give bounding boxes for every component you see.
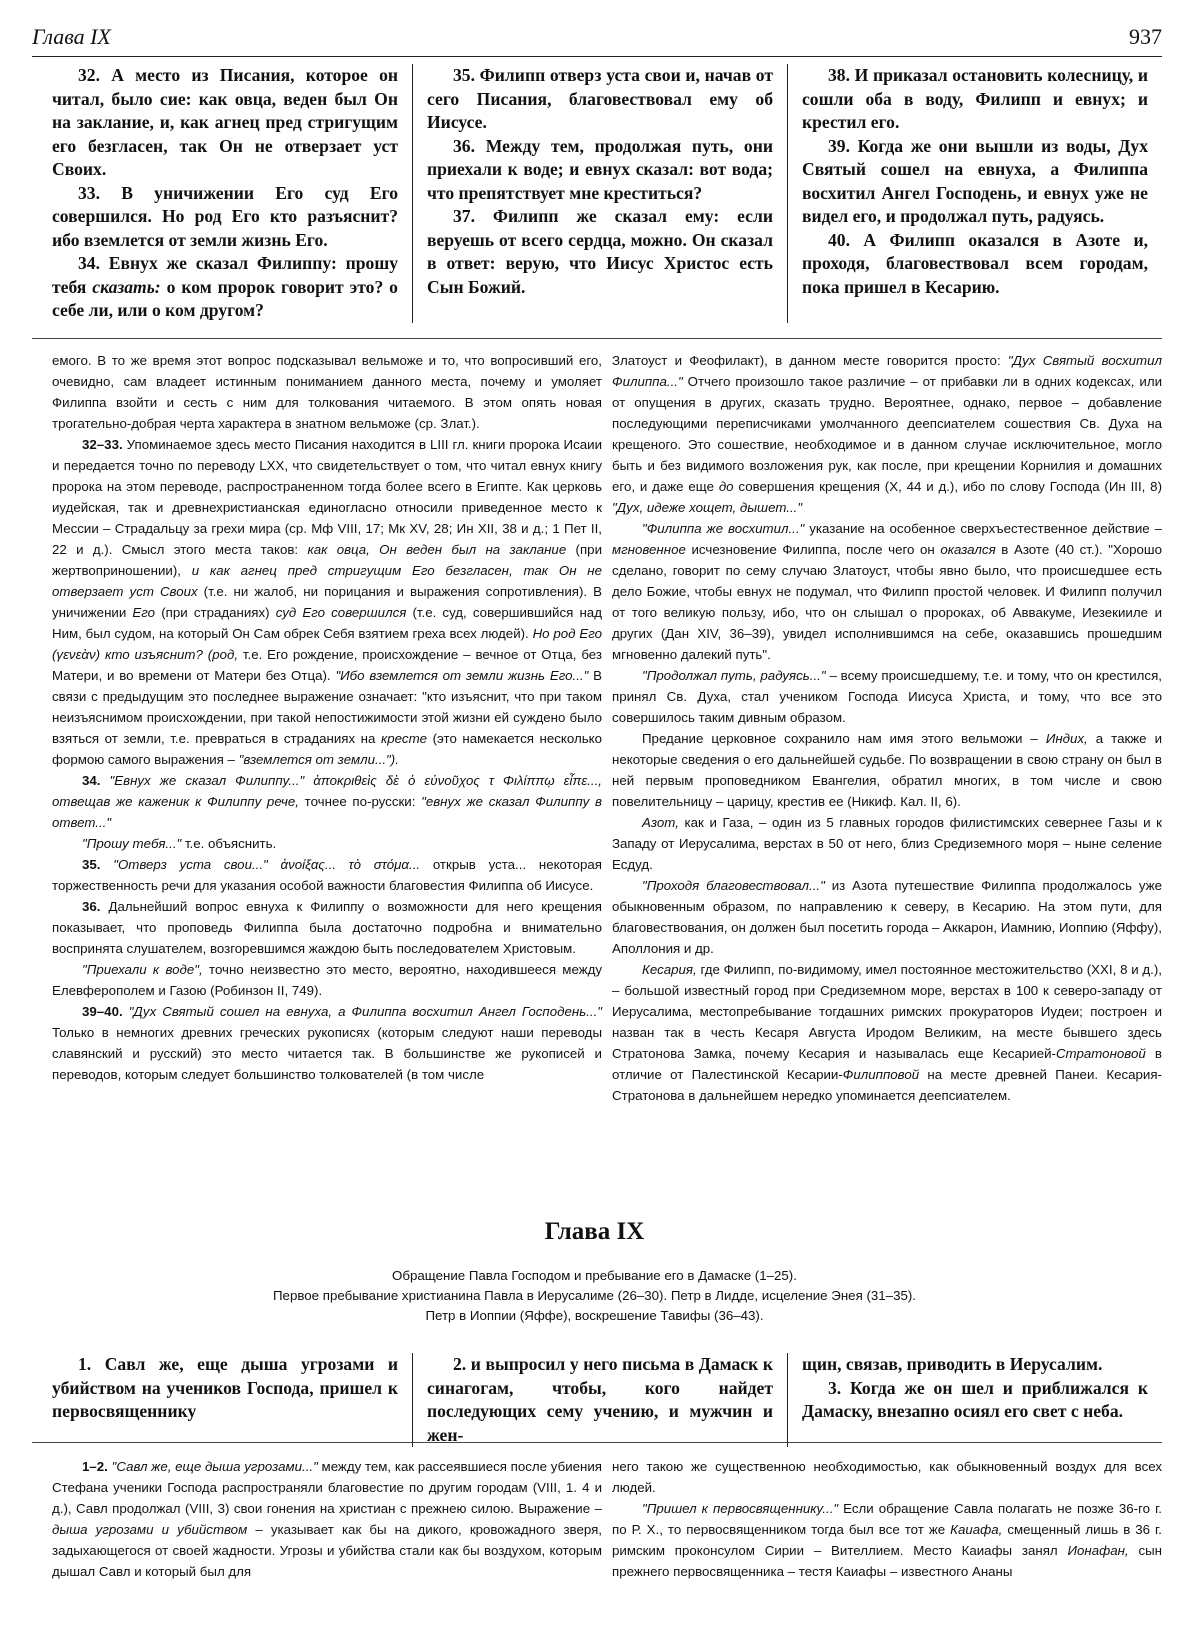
commentary-paragraph: 34. "Евнух же сказал Филиппу..." ἀποκριθεὶς δὲ ὁ εὐνοῦχος τ Φιλίππῳ εἶπε..., отвещав же каженик к Филиппу рече, точнее по-русски: "евнух же сказал Филиппу в ответ..." [52, 773, 602, 830]
commentary-top-left [52, 350, 602, 1106]
commentary-paragraph: 35. "Отверз уста свои..." ἀνοίξας... τὸ στόμα... открыв уста... некоторая торжественность речи для указания особой важности благовестия Филиппа об Иисусе. [52, 857, 602, 893]
verses-top-col3 [787, 64, 1162, 323]
commentary-paragraph: "Проходя благовествовал..." из Азота путешествие Филиппа продолжалось уже обыкновенным образом, по направлению к северу, в Кесарию. На этом пути, для благовествования, он должен был посетить города – Аккарон, Иамнию, Иоппию (Яффу), Аполлония и др. [612, 878, 1162, 956]
verses-bottom-col3 [787, 1353, 1162, 1447]
commentary-paragraph: 39–40. "Дух Святый сошел на евнуха, а Филиппа восхитил Ангел Господень..." Только в немногих древних греческих рукописях (которым следуют наши переводы славянский и русский) это место читается так. В большинстве же рукописей и переводов, которым следует большинство толкователей (в том числе [52, 1004, 602, 1082]
commentary-paragraph: 36. Дальнейший вопрос евнуха к Филиппу о возможности для него крещения показывает, что проповедь Филиппа была достаточно подробна и внимательно воспринята слушателем, возгоревшимся жаждою быть последователем Христовым. [52, 899, 602, 956]
summary-line: Первое пребывание христианина Павла в Иерусалиме (26–30). Петр в Лидде, исцеление Энея (31–35). [273, 1288, 916, 1303]
commentary-bottom [32, 1456, 1162, 1582]
commentary-paragraph: Златоуст и Феофилакт), в данном месте говорится просто: "Дух Святый восхитил Филиппа..." Отчего произошло такое различие – от прибавки ли в одних кодексах, или от опущения в других, сказать трудно. Вероятнее, однако, первое – добавление последующими переписчиками умолчанного деепсиателем сошествия Св. Духа на крещеного. Это сошествие, необходимое и в данном случае исключительное, могло быть и без видимого возложения рук, как после, при крещении Корнилия и домашних его, и даже еще до совершения крещения (X, 44 и д.), ибо по слову Господа (Ин III, 8) "Дух, идеже хощет, дышет..." [612, 353, 1163, 515]
commentary-paragraph: "Продолжал путь, радуясь..." – всему происшедшему, т.е. и тому, что он крестился, принял Св. Духа, стал учеником Господа Иисуса Христа, и тому, что все это совершилось таким дивным образом. [612, 668, 1162, 725]
verse-36: 36. Между тем, продолжая путь, они приехали к воде; и евнух сказал: вот вода; что препятствует мне креститься? [427, 135, 773, 203]
commentary-paragraph: емого. В то же время этот вопрос подсказывал вельможе и то, что вопросивший его, очевидно, сам владеет истинным пониманием данного места, почему и умоляет Филиппа взойти и сесть с ним для толкования читаемого. В этом опять новая трогательно-добрая черта характера в знатном вельможе (ср. Злат.). [52, 353, 602, 431]
verse-39: 39. Когда же они вышли из воды, Дух Святый сошел на евнуха, а Филиппа восхитил Ангел Господень, и евнух уже не видел его, и продолжал путь, радуясь. [802, 135, 1148, 226]
commentary-paragraph: 1–2. "Савл же, еще дыша угрозами..." между тем, как рассеявшиеся после убиения Стефана ученики Господа распространяли благовестие по другим городам (VIII, 1. 4 и д.), Савл продолжал (VIII, 3) свои гонения на христиан с прежнею силою. Выражение – дыша угрозами и убийством – указывает как бы на дикого, кровожадного зверя, задыхающегося от своей жадности. Угрозы и убийства стали как бы воздухом, которым дышал Савл и который был для [52, 1459, 602, 1579]
page-number: 937 [1129, 24, 1162, 49]
page-header [32, 22, 1162, 57]
summary-line: Обращение Павла Господом и пребывание его в Дамаске (1–25). [392, 1268, 797, 1283]
commentary-paragraph: "Пришел к первосвященнику..." Если обращение Савла полагать не позже 36-го г. по Р. Х., то первосвященником тогда был все тот же Каиафа, смещенный лишь в 36 г. римским проконсулом Сирии – Вителлием. Место Каиафы занял Ионафан, сын прежнего первосвященника – тестя Каиафы – известного Ананы [612, 1501, 1162, 1579]
commentary-top-right [612, 350, 1162, 1106]
verses-bottom-col2 [412, 1353, 787, 1447]
verses-bottom [32, 1353, 1162, 1447]
commentary-paragraph: "Прошу тебя..." т.е. объяснить. [82, 836, 277, 851]
commentary-bottom-left [52, 1456, 602, 1582]
running-head-chapter: Глава IX [32, 24, 111, 49]
verse-35: 35. Филипп отверз уста свои и, начав от сего Писания, благовествовал ему об Иисусе. [427, 65, 773, 132]
verses-bottom-col1 [32, 1353, 412, 1447]
verses-top [32, 64, 1162, 323]
commentary-paragraph: 32–33. Упоминаемое здесь место Писания находится в LIII гл. книги пророка Исаии и передается точно по переводу LXX, что свидетельствует о том, что читал евнух книгу пророка на этом переводе, распространенном тогда более всего в Египте. Как церковь иудейская, так и древнехристианская единогласно относили приведенное место к Мессии – Страдальцу за грехи мира (ср. Мф VIII, 17; Мк XV, 28; Ин XII, 38 и д.; 1 Пет II, 22 и д.). Смысл этого места таков: как овца, Он веден был на заклание (при жертвоприношении), и как агнец пред стригущим Его безгласен, так Он не отверзает уст Своих (т.е. ни жалоб, ни порицания и выражения сопротивления). В уничижении Его (при страданиях) суд Его совершился (т.е. суд, совершившийся над Ним, был судом, на который Он Сам обрек Себя взятием греха всех людей). Но род Его (γενεὰν) кто изъяснит? (род, т.е. Его рождение, происхождение – вечное от Отца, без Матери, и во времени от Матери без Отца). "Ибо вземлется от земли жизнь Его..." В связи с предыдущим это последнее выражение означает: "кто изъяснит, что при таком неизъяснимом происхождении, при такой непостижимости этой жизни ей суждено было взяться от земли, т.е. превраться в страданиях на кресте (это намекается несколько формою самого выражения – "вземлется от земли..."). [52, 437, 603, 767]
commentary-paragraph: Предание церковное сохранило нам имя этого вельможи – Индих, а также и некоторые сведения о его дальнейшей судьбе. По возвращении в свою страну он был в ней первым проповедником Евангелия, обратил многих, в том числе и свою повелительницу – царицу, крестив ее (Никиф. Кал. II, 6). [612, 731, 1162, 809]
verse-1: 1. Савл же, еще дыша угрозами и убийством на учеников Господа, пришел к первосвященнику [52, 1354, 398, 1421]
chapter-summary [0, 1266, 1189, 1326]
verse-2: 2. и выпросил у него письма в Дамаск к синагогам, чтобы, кого найдет последующих сему учению, и мужчин и жен- [427, 1354, 773, 1445]
summary-line: Петр в Иоппии (Яффе), воскрешение Тавифы (36–43). [425, 1308, 764, 1323]
verse-33: 33. В уничижении Его суд Его совершился. Но род Его кто разъяснит? ибо вземлется от земли жизнь Его. [52, 182, 398, 250]
divider-top [32, 338, 1162, 339]
commentary-bottom-right [612, 1456, 1162, 1582]
commentary-paragraph: Кесария, где Филипп, по-видимому, имел постоянное местожительство (XXI, 8 и д.), – большой известный город при Средиземном море, верстах в 100 к северо-западу от Иерусалима, местопребывание тогдашних римских прокураторов Иудеи; построен и назван так в честь Кесаря Августа Иродом Великим, на месте бывшего здесь Стратонова Замка, почему Кесария и называлась еще Кесарией-Стратоновой в отличие от Палестинской Кесарии-Филипповой на месте древней Панеи. Кесария-Стратонова в дальнейшем нередко упоминается деепсиателем. [612, 962, 1163, 1103]
verses-top-col1 [32, 64, 412, 323]
verse-2-continued: щин, связав, приводить в Иерусалим. [802, 1354, 1103, 1374]
commentary-paragraph: "Филиппа же восхитил..." указание на особенное сверхъестественное действие – мгновенное исчезновение Филиппа, после чего он оказался в Азоте (40 ст.). "Хорошо сделано, говорит по сему случаю Златоуст, чтобы явно было, что происшедшее есть дело Божие, чтобы евнух не подумал, что Филипп простой человек. И Филипп получил от того великую пользу, ибо, что он слышал о пророках, об Аввакуме, Иезекииле и других (Дан XIV, 36–39), увидел исполнившимся на себе, оказавшись прошедшим мгновенно далекий путь". [612, 521, 1162, 662]
divider-bottom [32, 1442, 1162, 1443]
commentary-paragraph: Азот, как и Газа, – один из 5 главных городов филистимских севернее Газы и к Западу от Иерусалима, верстах в 50 от него, близ Средиземного моря – ныне селение Есдуд. [612, 815, 1162, 872]
verse-37: 37. Филипп же сказал ему: если веруешь от всего сердца, можно. Он сказал в ответ: верую, что Иисус Христос есть Сын Божий. [427, 206, 773, 297]
verse-38: 38. И приказал остановить колесницу, и сошли оба в воду, Филипп и евнух; и крестил его. [802, 65, 1148, 132]
commentary-top [32, 350, 1162, 1106]
chapter-title: Глава IX [544, 1218, 645, 1245]
verse-3: 3. Когда же он шел и приближался к Дамаску, внезапно осиял его свет с неба. [802, 1377, 1148, 1421]
verse-40: 40. А Филипп оказался в Азоте и, проходя, благовествовал всем городам, пока пришел в Кесарию. [802, 229, 1148, 297]
verses-top-col2 [412, 64, 787, 323]
commentary-paragraph: него такою же существенною необходимостью, как обыкновенный воздух для всех людей. [612, 1459, 1162, 1495]
verse-32: 32. А место из Писания, которое он читал, было сие: как овца, веден был Он на заклание, и, как агнец пред стригущим его безгласен, так Он не отверзает уст Своих. [52, 65, 398, 179]
verse-34: 34. Евнух же сказал Филиппу: прошу тебя сказать: о ком пророк говорит это? о себе ли, или о ком другом? [52, 253, 398, 320]
commentary-paragraph: "Приехали к воде", точно неизвестно это место, вероятно, находившееся между Елевферополем и Газою (Робинзон II, 749). [52, 962, 603, 998]
